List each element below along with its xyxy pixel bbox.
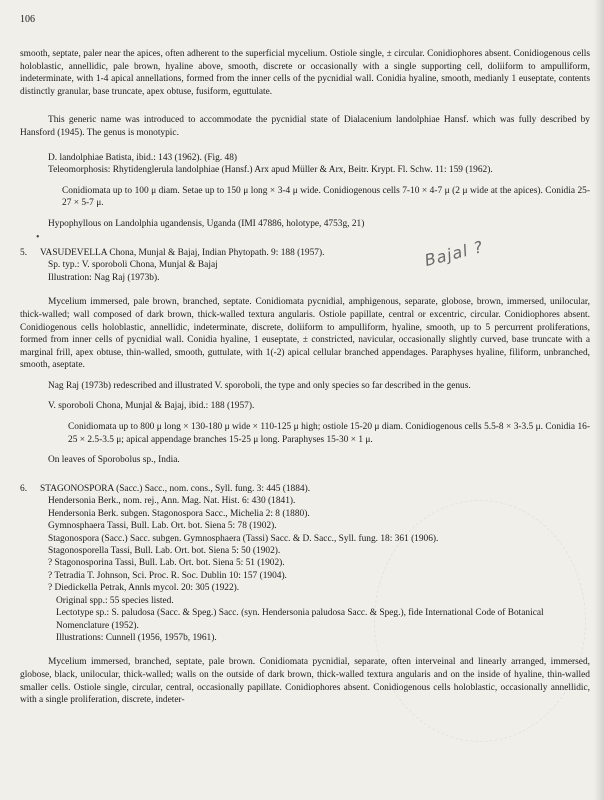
genus-description: Mycelium immersed, pale brown, branched, septate. Conidiomata pycnidial, amphigenous, separate, globose, brown, immersed, unilocular, thick-walled; wall composed of dark brown, thick-walled textura angularis. Ostiole papillate, central or excentric, circular. Conidiophores absent. Conidiogenous cells holoblastic, annellidic, indeterminate, discrete, doliiform to ampulliform, hyaline, smooth, up to 5 percurrent proliferations, formed from inner cells of pycnidial wall. Conidia hyaline, 1 euseptate, ± constricted, navicular, occasionally slightly curved, base truncate with a marginal frill, apex obtuse, thin-walled, smooth, guttulate, with 1(-2) apical cellular branched appendages. Paraphyses hyaline, filiform, unbranched, smooth, aseptate.	[20, 297, 590, 371]
species-host: Hypophyllous on Landolphia ugandensis, Uganda (IMI 47886, holotype, 4753g, 21)	[48, 218, 365, 229]
type-species: Sp. typ.: V. sporoboli Chona, Munjal & Bajaj	[48, 260, 218, 271]
synonym-item: Gymnosphaera Tassi, Bull. Lab. Ort. bot. Siena 5: 78 (1902).	[48, 521, 277, 532]
illustration-ref: Illustration: Nag Raj (1973b).	[48, 272, 160, 283]
lectotype-line: Lectotype sp.: S. paludosa (Sacc. & Speg.) Sacc. (syn. Hendersonia paludosa Sacc. & Speg.), fide International Code of Botanical Nomenclature (1952).	[56, 608, 544, 631]
handwritten-annotation: Bajal ?	[422, 237, 486, 270]
species-host: On leaves of Sporobolus sp., India.	[48, 455, 180, 466]
species-description: Conidiomata up to 800 μ long × 130-180 μ wide × 110-125 μ high; ostiole 15-20 μ diam. Conidiogenous cells 5.5-8 × 3-3.5 μ. Conidia 16-25 × 2.5-3.5 μ; apical appendage branches 15-25 μ long. Paraphyses 15-30 × 1 μ.	[68, 422, 590, 445]
synonym-item: Stagonosporella Tassi, Bull. Lab. Ort. bot. Siena 5: 50 (1902).	[48, 546, 281, 557]
genus-vasudevella	[20, 247, 590, 467]
illustrations-ref: Illustrations: Cunnell (1956, 1957b, 1961).	[56, 632, 217, 643]
species-name-line: D. landolphiae Batista, ibid.: 143 (1962). (Fig. 48)	[48, 152, 238, 163]
genus-name-line: STAGONOSPORA (Sacc.) Sacc., nom. cons., Syll. fung. 3: 445 (1884).	[40, 483, 311, 494]
intro-paragraph: smooth, septate, paler near the apices, often adherent to the superficial mycelium. Ostiole single, ± circular. Conidiophores absent. Conidiogenous cells holoblastic, annellidic, pale brown, hyaline above, smooth, discrete or occasionally with a single supporting cell, doliiform to ampulliform, indeterminate, with 1-4 apical annellations, formed from the inner cells of the pycnidial wall. Conidia hyaline, smooth, medianly 1 euseptate, contents distinctly granular, base truncate, apex obtuse, fusiform, eguttulate.	[20, 49, 590, 97]
generic-note: This generic name was introduced to accommodate the pycnidial state of Dialacenium landolphiae Hansf. which was fully described by Hansford (1945). The genus is monotypic.	[20, 115, 590, 138]
synonym-item: Stagonospora (Sacc.) Sacc. subgen. Gymnosphaera (Tassi) Sacc. & D. Sacc., Syll. fung. 18: 361 (1906).	[48, 533, 439, 544]
species-landolphiae	[48, 152, 590, 231]
margin-mark: •	[36, 232, 40, 243]
synonym-item: Hendersonia Berk. subgen. Stagonospora Sacc., Michelia 2: 8 (1880).	[48, 508, 310, 519]
page-edge-shadow	[594, 0, 604, 800]
original-species: Original spp.: 55 species listed.	[56, 595, 174, 606]
genus-note: Nag Raj (1973b) redescribed and illustrated V. sporoboli, the type and only species so far described in the genus.	[48, 380, 471, 391]
species-description: Conidiomata up to 100 μ diam. Setae up to 150 μ long × 3-4 μ wide. Conidiogenous cells 7-10 × 4-7 μ (2 μ wide at the apices). Conidia 25-27 × 5-7 μ.	[62, 185, 590, 209]
genus-description: Mycelium immersed, branched, septate, pale brown. Conidiomata pycnidial, separate, often interveinal and linearly arranged, immersed, globose, black, unilocular, thick-walled; walls on the outside of dark brown, thick-walled textura angularis and on the inside of hyaline, thin-walled smaller cells. Ostiole single, circular, central, occasionally papillate. Conidiophores absent. Conidiogenous cells holoblastic, occasionally annellidic, with a single proliferation, discrete, indeter-	[20, 657, 590, 706]
page-number: 106	[20, 14, 35, 25]
show-through-figure	[374, 500, 586, 742]
genus-name-line: VASUDEVELLA Chona, Munjal & Bajaj, Indian Phytopath. 9: 188 (1957).	[40, 247, 325, 258]
species-line: V. sporoboli Chona, Munjal & Bajaj, ibid.: 188 (1957).	[48, 401, 255, 412]
synonym-item: ? Diedickella Petrak, Annls mycol. 20: 305 (1922).	[48, 583, 240, 594]
synonym-item: ? Tetradia T. Johnson, Sci. Proc. R. Soc. Dublin 10: 157 (1904).	[48, 570, 287, 581]
genus-number: 6.	[20, 483, 28, 494]
synonym-item: Hendersonia Berk., nom. rej., Ann. Mag. Nat. Hist. 6: 430 (1841).	[48, 496, 296, 507]
genus-number: 5.	[20, 247, 28, 258]
synonym-item: ? Stagonosporina Tassi, Bull. Lab. Ort. bot. Siena 5: 51 (1902).	[48, 558, 285, 569]
teleomorph-line: Teleomorphosis: Rhytidenglerula landolphiae (Hansf.) Arx apud Müller & Arx, Beitr. Krypt. Fl. Schw. 11: 159 (1962).	[48, 165, 493, 176]
